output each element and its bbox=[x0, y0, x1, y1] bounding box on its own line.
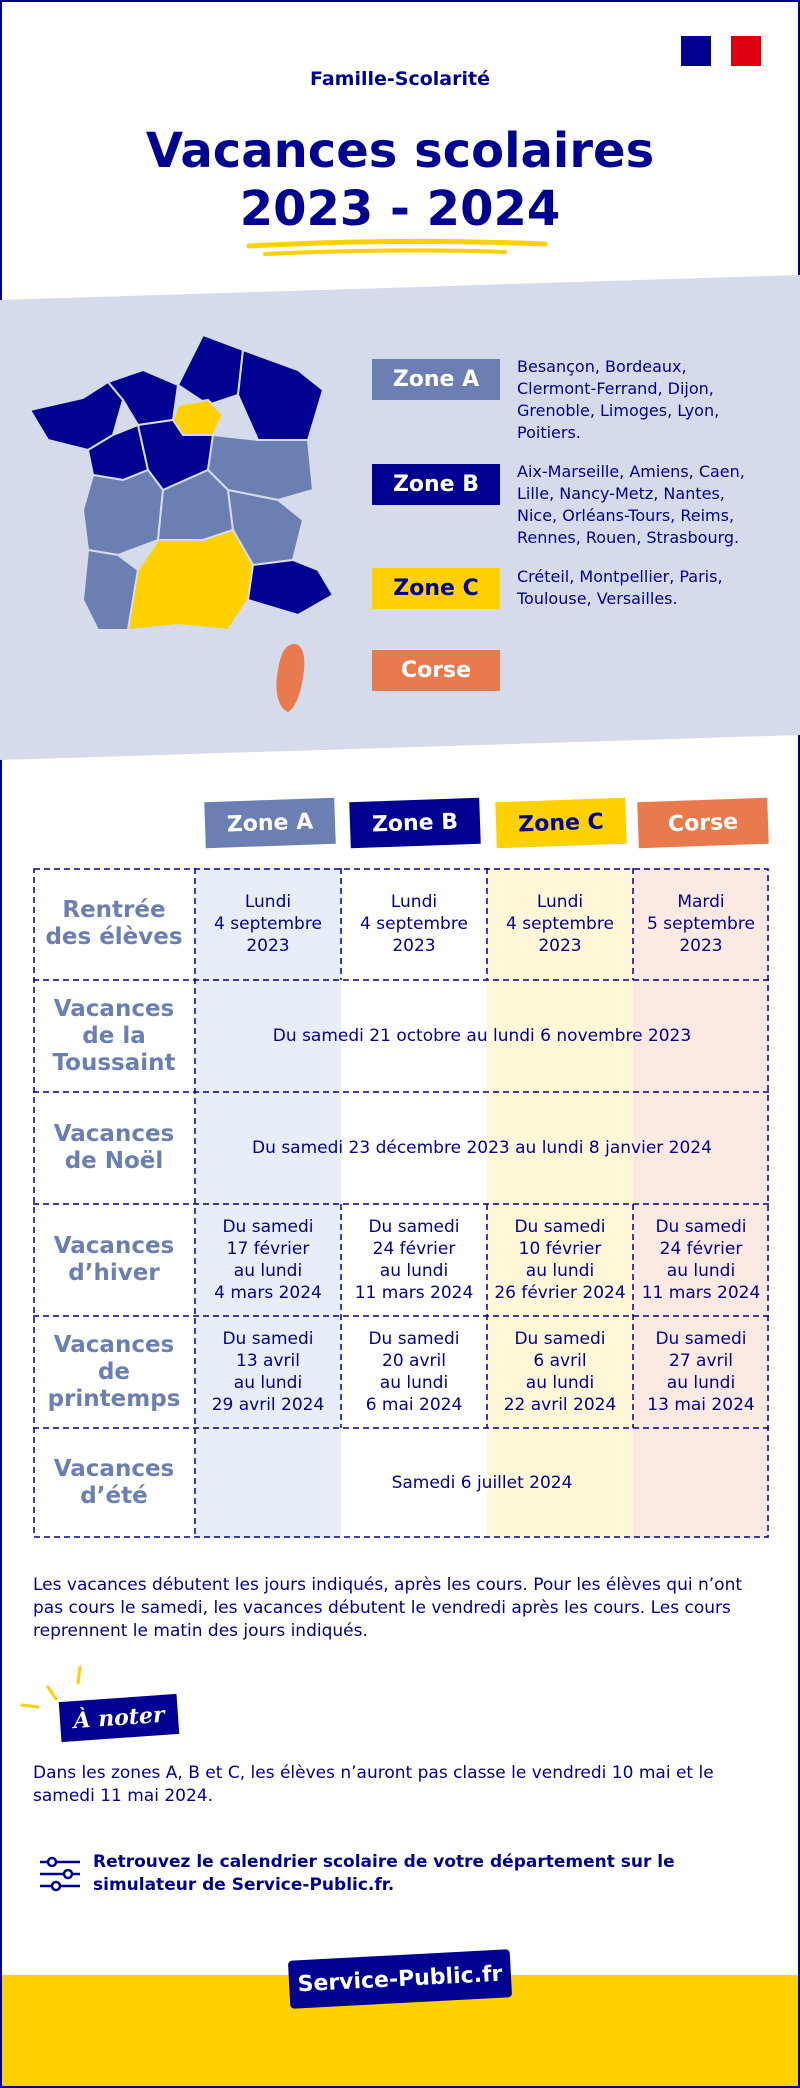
title-line-1: Vacances scolaires bbox=[145, 123, 655, 179]
column-header-corse: Corse bbox=[637, 798, 769, 849]
cell-toussaint-all-zones: Du samedi 21 octobre au lundi 6 novembre 2023 bbox=[272, 1026, 692, 1046]
cell-printemps-zone-c: Du samedi 6 avril au lundi 22 avril 2024 bbox=[503, 1329, 617, 1415]
cell-hiver-corse: Du samedi 24 février au lundi 11 mars 2024 bbox=[641, 1217, 761, 1303]
cell-hiver-zone-c: Du samedi 10 février au lundi 26 février 2024 bbox=[494, 1217, 626, 1303]
holiday-table bbox=[33, 868, 769, 1538]
cell-printemps-zone-b: Du samedi 20 avril au lundi 6 mai 2024 bbox=[365, 1329, 463, 1415]
title-line-2: 2023 - 2024 bbox=[239, 181, 561, 237]
zone-b-badge: Zone B bbox=[372, 464, 500, 505]
row-label-rentree: Rentrée des élèves bbox=[45, 897, 183, 950]
cell-rentree-zone-b: Lundi 4 septembre 2023 bbox=[360, 892, 468, 956]
a-noter-badge: À noter bbox=[59, 1694, 180, 1742]
sliders-icon bbox=[38, 1854, 82, 1894]
zone-c-badge: Zone C bbox=[372, 568, 500, 609]
row-label-toussaint: Vacances de la Toussaint bbox=[52, 995, 176, 1076]
map-region-corse bbox=[276, 644, 304, 712]
column-header-zone-c: Zone C bbox=[495, 798, 627, 849]
simulator-link[interactable]: Retrouvez le calendrier scolaire de votre département sur le simulateur de Service-Public.fr. bbox=[93, 1852, 675, 1895]
map-region-lille-amiens bbox=[178, 335, 243, 405]
cell-ete-all-zones: Samedi 6 juillet 2024 bbox=[391, 1473, 573, 1493]
column-header-zone-a: Zone A bbox=[204, 798, 336, 849]
title-underline-icon bbox=[245, 238, 555, 260]
map-region-aix-nice bbox=[248, 560, 333, 615]
cell-hiver-zone-b: Du samedi 24 février au lundi 11 mars 2024 bbox=[354, 1217, 474, 1303]
zone-a-badge: Zone A bbox=[372, 359, 500, 400]
cell-printemps-zone-a: Du samedi 13 avril au lundi 29 avril 2024 bbox=[211, 1329, 325, 1415]
map-region-poitiers bbox=[83, 470, 163, 555]
row-label-hiver: Vacances d’hiver bbox=[53, 1233, 175, 1286]
service-public-badge[interactable]: Service-Public.fr bbox=[288, 1949, 512, 2009]
cell-rentree-corse: Mardi 5 septembre 2023 bbox=[647, 892, 755, 956]
map-region-reims-nancy bbox=[238, 350, 323, 440]
french-flag-logo bbox=[681, 36, 761, 66]
cell-noel-all-zones: Du samedi 23 décembre 2023 au lundi 8 janvier 2024 bbox=[252, 1138, 712, 1158]
cell-printemps-corse: Du samedi 27 avril au lundi 13 mai 2024 bbox=[647, 1329, 755, 1415]
cell-hiver-zone-a: Du samedi 17 février au lundi 4 mars 2024 bbox=[214, 1217, 322, 1303]
zone-a-cities: Besançon, Bordeaux, Clermont-Ferrand, Dijon, Grenoble, Limoges, Lyon, Poitiers. bbox=[517, 357, 720, 442]
corse-badge: Corse bbox=[372, 650, 500, 691]
cell-rentree-zone-a: Lundi 4 septembre 2023 bbox=[214, 892, 322, 956]
zone-c-cities: Créteil, Montpellier, Paris, Toulouse, Versailles. bbox=[517, 567, 723, 608]
holiday-info-text: Les vacances débutent les jours indiqués, après les cours. Pour les élèves qui n’ont pas cours le samedi, les vacances débutent le vendredi après les cours. Les cours reprennent le matin des jours indiqués. bbox=[33, 1575, 743, 1641]
row-label-ete: Vacances d’été bbox=[53, 1456, 175, 1509]
france-zones-map bbox=[28, 330, 348, 720]
cell-rentree-zone-c: Lundi 4 septembre 2023 bbox=[506, 892, 614, 956]
page-title bbox=[0, 122, 800, 238]
a-noter-text: Dans les zones A, B et C, les élèves n’auront pas classe le vendredi 10 mai et le samedi 11 mai 2024. bbox=[33, 1763, 714, 1806]
zone-b-cities: Aix-Marseille, Amiens, Caen, Lille, Nancy-Metz, Nantes, Nice, Orléans-Tours, Reims, Rennes, Rouen, Strasbourg. bbox=[517, 462, 745, 547]
row-label-noel: Vacances de Noël bbox=[53, 1121, 175, 1174]
row-label-printemps: Vacances de printemps bbox=[47, 1331, 181, 1412]
topic-label: Famille-Scolarité bbox=[310, 68, 490, 90]
column-header-zone-b: Zone B bbox=[349, 798, 481, 849]
